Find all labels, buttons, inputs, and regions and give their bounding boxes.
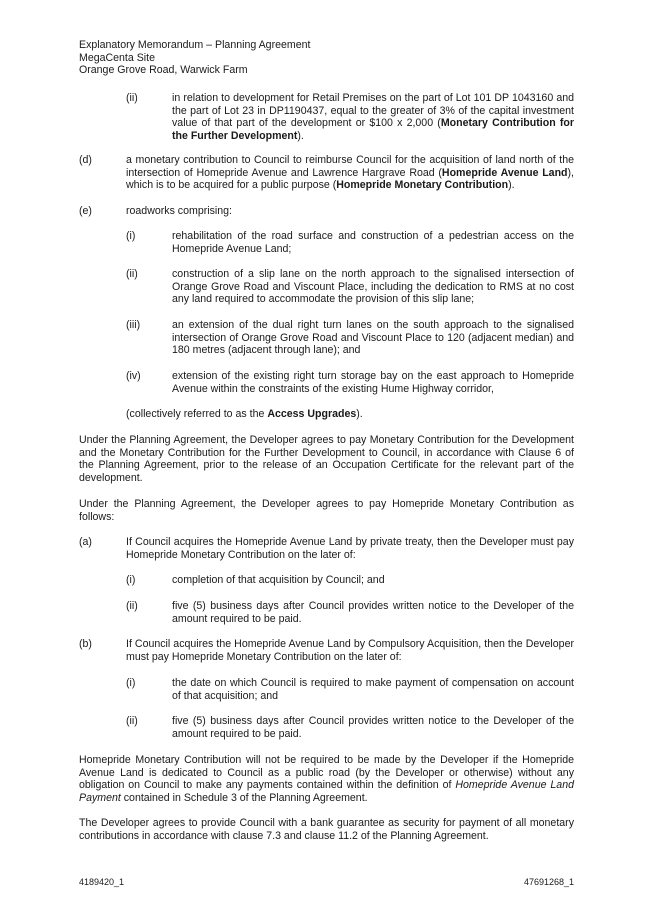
item-label: (ii) [126, 92, 138, 104]
list-item: in relation to development for Retail Premises on the part of Lot 101 DP 1043160 and the part of Lot 23 in DP1190437, equal to the greater of 3% of the capital investment value of that part of the development or $100 x 2,000 (Monetary Contribution for the Further Development). [172, 92, 574, 142]
subitem-label: (ii) [126, 715, 138, 727]
list-item: five (5) business days after Council provides written notice to the Developer of the amount required to be paid. [172, 715, 574, 740]
list-item: an extension of the dual right turn lanes on the south approach to the signalised intersection of Orange Grove Road and Viscount Place to 120 (adjacent median) and 180 metres (adjacent through lane); and [172, 319, 574, 357]
list-item: the date on which Council is required to make payment of compensation on account of that acquisition; and [172, 677, 574, 702]
item-label: (a) [79, 536, 92, 548]
list-item: a monetary contribution to Council to reimburse Council for the acquisition of land north of the intersection of Homepride Avenue and Lawrence Hargrave Road (Homepride Avenue Land), which is to be acquired for a public purpose (Homepride Monetary Contribution). [126, 154, 574, 192]
header-site: MegaCenta Site [79, 51, 155, 64]
header-address: Orange Grove Road, Warwick Farm [79, 64, 248, 77]
list-item: completion of that acquisition by Council; and [172, 574, 385, 586]
list-item: rehabilitation of the road surface and construction of a pedestrian access on the Homepride Avenue Land; [172, 230, 574, 255]
paragraph: The Developer agrees to provide Council with a bank guarantee as security for payment of all monetary contributions in accordance with clause 7.3 and clause 11.2 of the Planning Agreement. [79, 817, 574, 842]
list-item: five (5) business days after Council provides written notice to the Developer of the amount required to be paid. [172, 600, 574, 625]
paragraph: Under the Planning Agreement, the Developer agrees to pay Homepride Monetary Contribution as follows: [79, 498, 574, 523]
subitem-label: (iv) [126, 370, 141, 382]
item-label: (b) [79, 638, 92, 650]
subitem-label: (i) [126, 677, 136, 689]
subitem-label: (ii) [126, 600, 138, 612]
footer-doc-id-right: 47691268_1 [523, 877, 574, 887]
list-item: extension of the existing right turn storage bay on the east approach to Homepride Avenue within the constraints of the existing Hume Highway corridor, [172, 370, 574, 395]
subitem-label: (i) [126, 230, 136, 242]
item-label: (e) [79, 205, 92, 217]
footer-doc-id-left: 4189420_1 [79, 877, 125, 887]
list-item: roadworks comprising: [126, 205, 232, 217]
list-item: construction of a slip lane on the north approach to the signalised intersection of Orange Grove Road and Viscount Place, including the dedication to RMS at no cost any land required to accommodate the provision of this slip lane; [172, 268, 574, 306]
paragraph: Under the Planning Agreement, the Developer agrees to pay Monetary Contribution for the Development and the Monetary Contribution for the Further Development to Council, in accordance with Clause 6 of the Planning Agreement, prior to the release of an Occupation Certificate for the relevant part of the development. [79, 434, 574, 484]
header-title: Explanatory Memorandum – Planning Agreement [79, 39, 311, 51]
list-item: If Council acquires the Homepride Avenue Land by private treaty, then the Developer must pay Homepride Monetary Contribution on the later of: [126, 536, 574, 561]
subitem-label: (i) [126, 574, 136, 586]
collective-note: (collectively referred to as the Access Upgrades). [126, 408, 363, 420]
document-header [79, 39, 310, 77]
subitem-label: (ii) [126, 268, 138, 280]
list-item: If Council acquires the Homepride Avenue Land by Compulsory Acquisition, then the Developer must pay Homepride Monetary Contribution on the later of: [126, 638, 574, 663]
subitem-label: (iii) [126, 319, 141, 331]
paragraph: Homepride Monetary Contribution will not be required to be made by the Developer if the Homepride Avenue Land is dedicated to Council as a public road (by the Developer or otherwise) without any obligation on Council to make any payments contained within the definition of Homepride Avenue Land Payment contained in Schedule 3 of the Planning Agreement. [79, 754, 574, 804]
item-label: (d) [79, 154, 92, 166]
